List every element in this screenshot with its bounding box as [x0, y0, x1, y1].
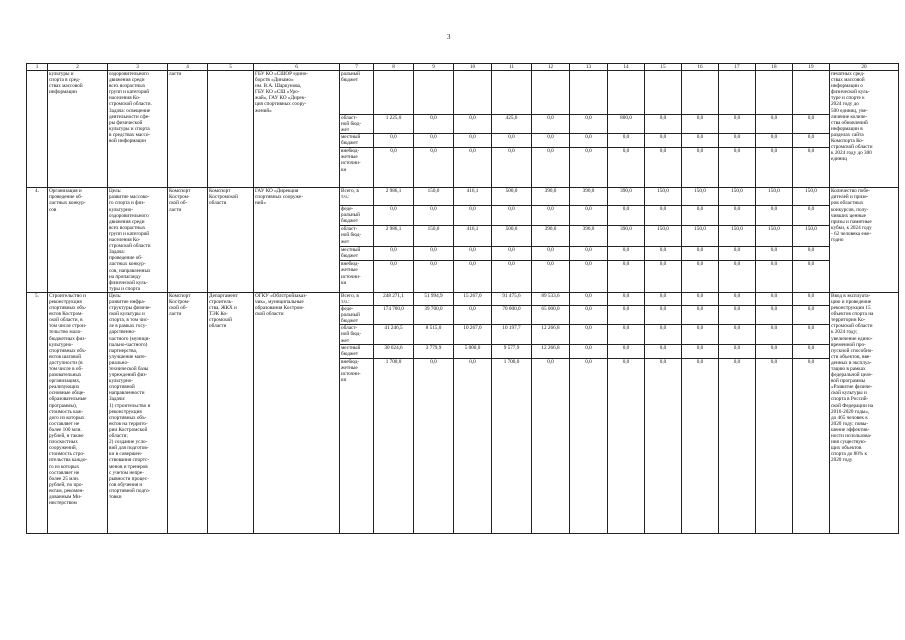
responsible-customer: Комспорт Костром- ской об- ласти: [168, 188, 208, 293]
funding-value: [492, 71, 532, 115]
funding-value: 0,0: [608, 306, 645, 325]
funding-value: 150,0: [682, 226, 719, 246]
funding-value: 51 994,9: [414, 292, 454, 305]
measure-name: Строительство и реконструкция спортивных объ- ектов Костром- ской области, в том числе строи- тельство мало- бюджетных физ- культурно- спортивных объ- ектов шаговой доступности (в том числе в об- разовательных организациях, реализующих основные обще- образовательные программы), стоимость каж- дого из которых составляет не более 100 млн. рублей, в также плоскостных сооружений, стоимость стро- ительства каждо- го из которых составляет не более 25 млн. рублей, по про- ектам, рекомен- дованным Ми- нистерством: [48, 292, 108, 533]
funding-value: 0,0: [793, 358, 830, 533]
header-cell: 8: [374, 64, 414, 71]
funding-value: 0,0: [793, 306, 830, 325]
funding-source: внебюд- жетные источни- ки: [340, 148, 374, 188]
funding-value: 0,0: [645, 115, 682, 134]
co-executor: [208, 71, 254, 188]
funding-value: 0,0: [719, 115, 756, 134]
funding-source: феде- ральный бюджет: [340, 306, 374, 325]
funding-value: 0,0: [492, 134, 532, 148]
expected-result: Ввод в эксплуата- цию и проведение реконструкции 15 объектов спорта на территории Ко- стромской области к 2024 году; увеличение едино- временной про- пускной способно- сти объектов, вве- денных в эксплуа- тацию в рамках федеральной целе- вой программы «Развитие физиче- ской культуры и спорта в Россий- ской Федерации на 2016-2020 годы», до 465 человек к 2020 году; повы- шение эффектив- ности использова- ния существую- щих объектов спорта до 80% к 2020 году: [830, 292, 899, 533]
funding-value: 0,0: [532, 246, 570, 261]
funding-value: 0,0: [645, 134, 682, 148]
funding-value: 0,0: [645, 358, 682, 533]
funding-value: 0,0: [454, 115, 492, 134]
funding-value: 150,0: [414, 188, 454, 206]
funding-value: [682, 71, 719, 115]
funding-value: 9 577,9: [492, 344, 532, 358]
funding-value: 0,0: [454, 148, 492, 188]
funding-value: 0,0: [645, 206, 682, 226]
funding-value: 0,0: [608, 261, 645, 293]
funding-value: 0,0: [793, 148, 830, 188]
funding-value: 0,0: [532, 261, 570, 293]
funding-value: 8 515,0: [414, 325, 454, 344]
funding-value: 0,0: [793, 261, 830, 293]
responsible-customer: Комспорт Костром- ской об- ласти: [168, 292, 208, 533]
funding-value: 150,0: [682, 188, 719, 206]
funding-value: 0,0: [532, 358, 570, 533]
funding-value: 0,0: [608, 358, 645, 533]
funding-source: ральный бюджет: [340, 71, 374, 115]
funding-value: 0,0: [374, 148, 414, 188]
responsible-customer: ласти: [168, 71, 208, 188]
funding-value: 0,0: [608, 206, 645, 226]
funding-value: 390,0: [608, 226, 645, 246]
funding-value: 174 700,0: [374, 306, 414, 325]
funding-value: 0,0: [719, 325, 756, 344]
funding-value: 0,0: [719, 306, 756, 325]
funding-value: 0,0: [532, 148, 570, 188]
funding-value: 0,0: [532, 115, 570, 134]
funding-value: 0,0: [454, 134, 492, 148]
funding-value: 390,0: [608, 188, 645, 206]
funding-value: 5 000,0: [454, 344, 492, 358]
expected-result: печатных сред- ствах массовой информации о физической куль- туре и спорте к 2024 году до 500 единиц, уве- личение количе- ства обновлений информации в разделах сайта Комспорта Ко- стромской области к 2024 году до 300 единиц: [830, 71, 899, 188]
funding-value: 0,0: [492, 206, 532, 226]
funding-value: 0,0: [645, 292, 682, 305]
funding-value: [793, 71, 830, 115]
funding-value: 0,0: [570, 115, 608, 134]
funding-value: 0,0: [719, 206, 756, 226]
expected-result: Количество побе- дителей и призе- ров областных конкурсов, полу- чивших ценные призы и памятные кубки, к 2024 году - 62 человека еже- годно: [830, 188, 899, 293]
funding-value: 0,0: [793, 206, 830, 226]
funding-source: област- ной бюд- жет: [340, 325, 374, 344]
executor: ГБУ КО «СШОР едино- борств «Динамо» им. В.А. Шаркунова, ГБУ КО «СШ «Уро- жай», ГАУ КО «Дирек- ция спортивных соору- жений»: [254, 71, 340, 188]
funding-value: 0,0: [454, 261, 492, 293]
funding-value: 0,0: [570, 344, 608, 358]
funding-value: 150,0: [719, 188, 756, 206]
funding-source: внебюд- жетные источни- ки: [340, 358, 374, 533]
funding-value: 800,0: [608, 115, 645, 134]
header-cell: 10: [454, 64, 492, 71]
executor: ОГКУ «Облстройзаказ- чик», муниципальные образования Костром- ской области: [254, 292, 340, 533]
funding-value: 1 700,0: [374, 358, 414, 533]
funding-value: 3 779,9: [414, 344, 454, 358]
funding-value: 0,0: [608, 292, 645, 305]
funding-value: 0,0: [570, 206, 608, 226]
funding-value: 0,0: [570, 246, 608, 261]
executor: ГАУ КО «Дирекция спортивных сооруже- ний»: [254, 188, 340, 293]
funding-value: 0,0: [570, 358, 608, 533]
funding-value: 0,0: [682, 261, 719, 293]
header-cell: 5: [208, 64, 254, 71]
funding-value: 41 246,5: [374, 325, 414, 344]
funding-value: 30 624,6: [374, 344, 414, 358]
funding-value: 0,0: [414, 358, 454, 533]
funding-value: 0,0: [414, 134, 454, 148]
goal-and-tasks: Цель: развитие инфра- структуры физиче- ской культуры и спорта, в том чис- ле в рамках госу- дарственно- частного (муници- пально-частного) партнерства, улучшение мате- риально- технической базы учреждений физ- культурно- спортивной направленности Задачи: 1) строительство и реконструкция спортивных объ- ектов на террито- рии Костромской области; 2) создание усло- вий для подготов- ки в совершен- ствования спортс- менов и тренеров с учетом непре- рывности процес- сов обучения и спортивной подго- товки: [108, 292, 168, 533]
funding-value: 0,0: [645, 148, 682, 188]
funding-value: 0,0: [682, 306, 719, 325]
funding-value: 0,0: [414, 246, 454, 261]
funding-value: 0,0: [645, 344, 682, 358]
funding-value: 0,0: [492, 246, 532, 261]
funding-value: 0,0: [374, 134, 414, 148]
table-row: [27, 292, 899, 305]
funding-value: 0,0: [793, 344, 830, 358]
funding-value: 0,0: [608, 134, 645, 148]
funding-value: 0,0: [756, 261, 793, 293]
funding-source: Всего, в т.ч.:: [340, 292, 374, 305]
funding-value: 0,0: [570, 148, 608, 188]
funding-value: 70 000,0: [492, 306, 532, 325]
funding-value: 10 197,7: [492, 325, 532, 344]
row-number: 5.: [27, 292, 48, 533]
funding-value: 0,0: [414, 115, 454, 134]
table-row: [27, 188, 899, 206]
funding-value: 0,0: [532, 134, 570, 148]
funding-value: 248 271,1: [374, 292, 414, 305]
header-cell: 1: [27, 64, 48, 71]
header-cell: 17: [719, 64, 756, 71]
funding-value: 0,0: [719, 344, 756, 358]
funding-value: 425,0: [492, 115, 532, 134]
funding-value: 0,0: [454, 206, 492, 226]
funding-value: 390,0: [532, 188, 570, 206]
funding-value: 89 533,6: [532, 292, 570, 305]
header-cell: 9: [414, 64, 454, 71]
funding-value: 0,0: [719, 261, 756, 293]
funding-value: [756, 71, 793, 115]
funding-value: 1 225,0: [374, 115, 414, 134]
funding-value: 0,0: [570, 261, 608, 293]
funding-value: 0,0: [719, 292, 756, 305]
funding-value: 0,0: [374, 261, 414, 293]
header-cell: 16: [682, 64, 719, 71]
funding-value: 91 475,6: [492, 292, 532, 305]
header-cell: 20: [830, 64, 899, 71]
funding-value: 0,0: [719, 134, 756, 148]
header-cell: 4: [168, 64, 208, 71]
funding-value: 390,0: [570, 226, 608, 246]
funding-value: 0,0: [492, 261, 532, 293]
funding-value: 0,0: [645, 246, 682, 261]
funding-value: 0,0: [682, 148, 719, 188]
program-table: [26, 63, 899, 534]
header-cell: 6: [254, 64, 340, 71]
funding-value: 390,0: [532, 226, 570, 246]
row-number: 4.: [27, 188, 48, 293]
funding-value: 0,0: [682, 344, 719, 358]
funding-value: 0,0: [414, 148, 454, 188]
funding-value: 500,0: [492, 188, 532, 206]
funding-value: 12 266,8: [532, 325, 570, 344]
funding-value: 0,0: [793, 134, 830, 148]
funding-value: 0,0: [756, 134, 793, 148]
funding-value: 0,0: [570, 325, 608, 344]
funding-value: 0,0: [645, 306, 682, 325]
header-cell: 15: [645, 64, 682, 71]
funding-value: 0,0: [682, 246, 719, 261]
header-cell: 13: [570, 64, 608, 71]
funding-value: 0,0: [756, 115, 793, 134]
header-row: [27, 64, 899, 71]
goal-and-tasks: Цель: развитие массово- го спорта и физ- культурно- оздоровительного движения среди всех возрастных групп и категорий населения Ко- стромской области Задача: проведение об- ластных конкур- сов, направленных на пропаганду физической куль- туры и спорта: [108, 188, 168, 293]
funding-value: 416,1: [454, 226, 492, 246]
funding-value: 0,0: [793, 292, 830, 305]
header-cell: 3: [108, 64, 168, 71]
funding-value: [414, 71, 454, 115]
funding-value: 0,0: [414, 206, 454, 226]
funding-value: 65 000,0: [532, 306, 570, 325]
funding-source: Всего, в т.ч.:: [340, 188, 374, 206]
funding-value: 0,0: [756, 325, 793, 344]
funding-source: местный бюджет: [340, 134, 374, 148]
header-cell: 11: [492, 64, 532, 71]
funding-value: 150,0: [719, 226, 756, 246]
funding-value: 0,0: [532, 206, 570, 226]
funding-value: [532, 71, 570, 115]
funding-value: [570, 71, 608, 115]
page-number: 3: [447, 33, 451, 41]
funding-value: 0,0: [756, 344, 793, 358]
funding-value: 1 700,0: [492, 358, 532, 533]
funding-value: 150,0: [645, 226, 682, 246]
co-executor: Департамент строитель- ства, ЖКХ и ТЭК Ко- стромской области: [208, 292, 254, 533]
funding-value: 0,0: [492, 148, 532, 188]
funding-value: 0,0: [682, 325, 719, 344]
measure-name: Организация и проведение об- ластных конкур- сов: [48, 188, 108, 293]
funding-source: област- ной бюд- жет: [340, 226, 374, 246]
funding-value: 0,0: [682, 115, 719, 134]
goal-and-tasks: оздоровительного движения среди всех возрастных групп и категорий населения Ко- стромской области. Задача: освещение деятельности сфе- ры физической культуры и спорта в средствах массо- вой информации: [108, 71, 168, 188]
funding-value: 0,0: [374, 206, 414, 226]
funding-source: местный бюджет: [340, 246, 374, 261]
funding-value: 150,0: [645, 188, 682, 206]
funding-value: 0,0: [570, 306, 608, 325]
funding-value: 0,0: [756, 206, 793, 226]
funding-value: 0,0: [756, 358, 793, 533]
funding-value: 390,0: [570, 188, 608, 206]
funding-value: 0,0: [682, 292, 719, 305]
funding-value: 0,0: [570, 134, 608, 148]
header-cell: 12: [532, 64, 570, 71]
co-executor: Комспорт Костромской области: [208, 188, 254, 293]
funding-value: 0,0: [570, 292, 608, 305]
funding-value: 2 986,1: [374, 188, 414, 206]
header-cell: 14: [608, 64, 645, 71]
funding-value: 0,0: [682, 206, 719, 226]
funding-value: 0,0: [719, 246, 756, 261]
header-cell: 19: [793, 64, 830, 71]
funding-value: 150,0: [793, 188, 830, 206]
funding-value: 150,0: [414, 226, 454, 246]
funding-value: [645, 71, 682, 115]
funding-source: област- ной бюд- жет: [340, 115, 374, 134]
funding-value: [374, 71, 414, 115]
funding-value: 500,0: [492, 226, 532, 246]
funding-value: 0,0: [719, 148, 756, 188]
funding-value: 0,0: [454, 358, 492, 533]
funding-value: 150,0: [756, 188, 793, 206]
funding-value: 150,0: [756, 226, 793, 246]
funding-value: [719, 71, 756, 115]
funding-value: 0,0: [608, 148, 645, 188]
header-cell: 7: [340, 64, 374, 71]
funding-value: [608, 71, 645, 115]
funding-value: 0,0: [454, 306, 492, 325]
funding-value: 0,0: [756, 246, 793, 261]
funding-value: 0,0: [682, 358, 719, 533]
funding-source: феде- ральный бюджет: [340, 206, 374, 226]
funding-value: 0,0: [608, 325, 645, 344]
funding-value: 2 986,1: [374, 226, 414, 246]
funding-value: 0,0: [645, 261, 682, 293]
table-row: [27, 71, 899, 115]
funding-value: 0,0: [756, 292, 793, 305]
funding-value: 0,0: [645, 325, 682, 344]
funding-value: [454, 71, 492, 115]
funding-source: внебюд- жетные источни- ки: [340, 261, 374, 293]
funding-value: 150,0: [793, 226, 830, 246]
funding-value: 0,0: [793, 325, 830, 344]
header-cell: 2: [48, 64, 108, 71]
funding-value: 0,0: [608, 344, 645, 358]
funding-value: 0,0: [454, 246, 492, 261]
funding-source: местный бюджет: [340, 344, 374, 358]
funding-value: 0,0: [756, 306, 793, 325]
funding-value: 0,0: [414, 261, 454, 293]
funding-value: 0,0: [608, 246, 645, 261]
funding-value: 0,0: [374, 246, 414, 261]
funding-value: 0,0: [756, 148, 793, 188]
funding-value: 15 267,0: [454, 292, 492, 305]
funding-value: 39 700,0: [414, 306, 454, 325]
funding-value: 0,0: [793, 115, 830, 134]
funding-value: 0,0: [682, 134, 719, 148]
funding-value: 12 266,8: [532, 344, 570, 358]
header-cell: 18: [756, 64, 793, 71]
measure-name: культуры и спорта в сред- ствах массовой информации: [48, 71, 108, 188]
funding-value: 0,0: [793, 246, 830, 261]
row-number: [27, 71, 48, 188]
funding-value: 0,0: [719, 358, 756, 533]
funding-value: 416,1: [454, 188, 492, 206]
funding-value: 10 267,0: [454, 325, 492, 344]
